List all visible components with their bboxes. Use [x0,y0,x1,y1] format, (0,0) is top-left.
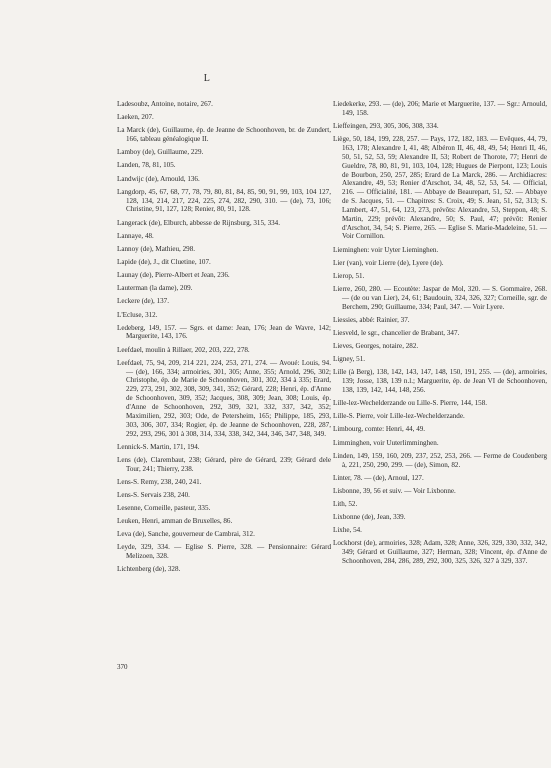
index-entry: Lille-S. Pierre, voir Lille-lez-Wechelderzande. [333,412,465,421]
index-entry: Lixhe, 54. [333,526,362,535]
page-number: 370 [117,663,128,671]
index-entry: Liedekerke, 293. — (de), 206; Marie et Marguerite, 137. — Sgr.: Arnould, 149, 158. [333,100,547,117]
index-entry: Ligney, 51. [333,355,366,364]
index-entry: Landen, 78, 81, 105. [117,161,176,170]
index-entry: Linden, 149, 159, 160, 209, 237, 252, 253, 266. — Ferme de Coudenberg à, 221, 250, 290, 299. — (de), Simon, 82. [333,451,547,469]
index-entry: Lieffeingen, 293, 305, 306, 308, 334. [333,121,439,130]
index-entry: Leva (de), Sanche, gouverneur de Cambrai, 312. [117,530,255,539]
index-entry: Ladesoubz, Antoine, notaire, 267. [117,100,213,108]
index-entry: Liessies, abbé: Rainier, 37. [333,315,410,324]
index-entry: Laeken, 207. [117,113,154,122]
index-entry: Lille (à Berg), 138, 142, 143, 147, 148, 150, 191, 255. — (de), armoiries, 139; Josse, 138, 139 n.l.; Marguerite, ép. de Jean VI de Schoonhoven, 138, 139, 142, 144, 148, 256. [333,368,547,395]
index-entry: Liège, 50, 184, 199, 228, 257. — Pays, 172, 182, 183. — Evêques, 44, 79, 163, 178; Alexandre I, 41, 48; Albéron II, 46, 48, 49, 54; Henri II, 46, 50, 51, 52, 53, 59; Alexandre II, 53; Robert de Thorote, 77; Henri de Gueldre, 78, 80, 81, 91, 103, 104, 128; Hugues de Pierpont, 123; Louis de Bourbon, 250, 257, 285; Erard de La Marck, 286. — Archidiacres: Alexandre, 49, 53; Renier d'Arschot, 34, 48, 52, 53, 54. — Official, 216. — Officialité, 181. — Abbaye de Beaurepart, 51, 52. — Abbaye de S. Jacques, 51. — Chapitres: S. Croix, 49; S. Jean, 51, 52, 313; S. Lambert, 47, 51, 64, 123, 273, prévôts: Alexandre, 53, Steppon, 48; S. Martin, 229; prévôt: Alexandre, 50; S. Paul, 47; prévôt: Renier d'Arschot, 34, 54; S. Pierre, 265. — Eglise S. Marie-Madeleine, 51. — Voir Cornillon. [333,135,547,241]
index-entry: Lamboy (de), Guillaume, 229. [117,148,204,157]
index-entry: Lier (van), voir Lierre (de), Lyere (de). [333,258,444,267]
index-entry: Lapide (de), J., dit Cluetine, 107. [117,257,211,266]
index-entry: Lens (de), Clarembaut, 238; Gérard, père de Gérard, 239; Gérard dele Tour, 241; Thierry, 238. [117,455,331,473]
index-entry: Leyde, 329, 334. — Eglise S. Pierre, 328. — Pensionnaire: Gérard Melizoen, 328. [117,543,331,561]
index-entry: L'Ecluse, 312. [117,310,158,319]
index-entry: Leuken, Henri, amman de Bruxelles, 86. [117,517,233,526]
index-entry: Ledeberg, 149, 157. — Sgrs. et dame: Jean, 176; Jean de Wavre, 142; Marguerite, 143, 176. [117,323,331,341]
index-entry: Limbourg, comte: Henri, 44, 49. [333,425,426,434]
section-letter: L [203,73,211,84]
index-entry: Lens-S. Servais 238, 240. [117,490,190,499]
index-entry: Lieminghen: voir Uyter Lieminghen. [333,245,439,254]
index-entry: Langerack (de), Elburch, abbesse de Rijnsburg, 315, 334. [117,218,280,227]
index-entry: Lixbonne (de), Jean, 339. [333,513,406,522]
index-entry: Lisbonne, 39, 56 et suiv. — Voir Lixbonne. [333,486,456,495]
index-entry: Launay (de), Pierre-Albert et Jean, 236. [117,271,230,280]
index-column-left [117,100,331,579]
index-entry: Linter, 78. — (de), Arnoul, 127. [333,473,424,482]
index-entry: Lierre, 260, 280. — Ecoutète: Jaspar de Mol, 320. — S. Gommaire, 268. — (de ou van Lier), 24, 61; Baudouin, 324, 326, 327; Corneille, sgr. de Berchem, 290; Guillaume, 334; Paul, 347. — Voir Lyere. [333,284,547,311]
index-entry: Lille-lez-Wechelderzande ou Lille-S. Pierre, 144, 158. [333,399,488,408]
index-column-right [333,100,547,570]
index-entry: Lennick-S. Martin, 171, 194. [117,442,200,451]
index-entry: Lieves, Georges, notaire, 282. [333,342,419,351]
index-entry: Leckere (de), 137. [117,297,169,306]
index-entry: Lannaye, 48. [117,231,154,240]
index-entry: Lockhorst (de), armoiries, 328; Adam, 328; Anne, 326, 329, 330, 332, 342, 349; Gérard et Guillaume, 327; Herman, 328; Vincent, ép. d'Anne de Schoonhoven, 284, 286, 289, 292, 300, 325, 326, 327 à 329, 337. [333,539,547,566]
index-entry: Lens-S. Remy, 238, 240, 241. [117,477,202,486]
index-entry: Lauterman (la dame), 209. [117,284,193,293]
index-entry: Lierop, 51. [333,271,365,280]
index-entry: Lannoy (de), Mathieu, 298. [117,244,196,253]
index-entry: Leefdael, 75, 94, 209, 214 221, 224, 253, 271, 274. — Avoué: Louis, 94. — (de), 166, 334; armoiries, 301, 305; Anne, 355; Arnold, 296, 302; Christophe, ép. de Marie de Schoonhoven, 301, 302, 334 à 335; Erard, 229, 273, 291, 302, 308, 309, 341, 352; Gérard, 228; Henri, ép. d'Anne de Schoonhoven, 309, 352; Jacques, 308, 309; Jean, 308; Louis, ép. d'Anne de Schoonhoven, 292, 309, 321, 332, 337, 342, 352; Maximilien, 292, 303; Ode, de Petersheim, 165; Philippe, 185, 293, 303, 306, 307, 334; Rogier, ép. de Jeanne de Schoonhoven, 228, 287, 292, 293, 296, 301 à 308, 314, 334, 338, 342, 344, 346, 347, 348, 349. [117,358,331,438]
index-entry: Langdorp, 45, 67, 68, 77, 78, 79, 80, 81, 84, 85, 90, 91, 99, 103, 104 127, 128, 134, 214, 217, 224, 225, 274, 282, 290, 310. — (de), 73, 106; Christine, 91, 127, 128; Renier, 80, 91, 128. [117,187,331,214]
index-entry: Lichtenberg (de), 328. [117,565,181,574]
index-entry: Landwijc (de), Arnould, 136. [117,174,200,183]
index-entry: La Marck (de), Guillaume, ép. de Jeanne de Schoonhoven, br. de Zundert, 166, tableau généalogique II. [117,126,331,144]
index-entry: Leefdael, moulin à Rillaer, 202, 203, 222, 278. [117,345,250,354]
index-entry: Limminghen, voir Uuterlimminghen. [333,438,439,447]
index-entry: Lesenne, Corneille, pasteur, 335. [117,504,211,513]
index-entry: Liesveld, le sgr., chancelier de Brabant, 347. [333,328,460,337]
index-entry: Lith, 52. [333,500,358,509]
